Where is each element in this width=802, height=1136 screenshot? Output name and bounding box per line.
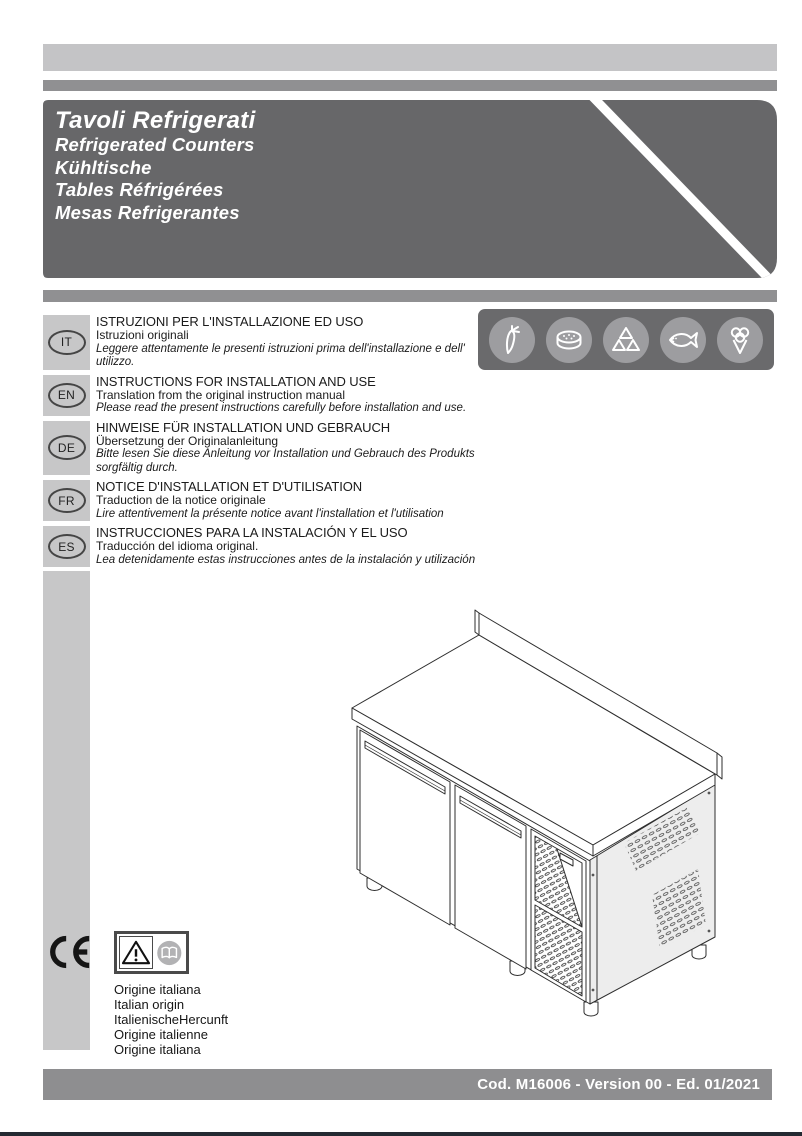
lang-note: Leggere attentamente le presenti istruzioni prima dell'installazione e dell' utilizzo. <box>96 342 465 368</box>
origin-line-fr: Origine italienne <box>114 1027 208 1042</box>
lang-row-fr <box>43 480 503 521</box>
fish-icon <box>666 323 700 357</box>
lang-row-es <box>43 526 503 567</box>
door-right <box>455 785 526 969</box>
lang-row-en <box>43 375 503 416</box>
lang-note: Bitte lesen Sie diese Anleitung vor Installation und Gebrauch des Produkts sorgfältig durch. <box>96 448 475 474</box>
cheese-icon <box>609 323 643 357</box>
warning-triangle-icon <box>121 939 151 966</box>
origin-line-it: Origine italiana <box>114 982 201 997</box>
foot-front-right <box>584 1002 598 1016</box>
lang-title: INSTRUCCIONES PARA LA INSTALACIÓN Y EL USO <box>96 525 408 540</box>
cake-icon <box>552 323 586 357</box>
lang-title: NOTICE D'INSTALLATION ET D'UTILISATION <box>96 479 363 494</box>
ice-cream-icon <box>723 323 757 357</box>
lang-title: ISTRUZIONI PER L'INSTALLAZIONE ED USO <box>96 314 364 329</box>
origin-line-de: ItalienischeHercunft <box>114 1012 229 1027</box>
sub-header-bar <box>43 290 777 302</box>
lang-subtitle: Traduction de la notice originale <box>96 493 266 507</box>
carrot-icon <box>495 323 529 357</box>
origin-statement <box>114 982 228 1057</box>
lang-subtitle: Istruzioni originali <box>96 328 189 342</box>
page-title-fr: Tables Réfrigérées <box>55 179 224 200</box>
lang-note: Lire attentivement la présente notice avant l'installation et l'utilisation <box>96 507 444 520</box>
lang-row-de <box>43 421 503 476</box>
document-code: Cod. M16006 - Version 00 - Ed. 01/2021 <box>477 1076 760 1093</box>
lang-subtitle: Translation from the original instruction manual <box>96 387 346 402</box>
lang-badge-cell <box>43 480 90 521</box>
lang-title: HINWEISE FÜR INSTALLATION UND GEBRAUCH <box>96 419 391 435</box>
ce-mark <box>46 934 94 970</box>
lang-badge-de: DE <box>48 435 86 460</box>
lang-badge-fr: FR <box>48 488 86 513</box>
lang-badge-cell <box>43 375 90 416</box>
language-sections <box>43 315 503 572</box>
lang-badge-cell <box>43 315 90 370</box>
header-banner <box>43 100 777 278</box>
footer-bar <box>43 1069 772 1100</box>
lang-badge-en: EN <box>48 383 86 408</box>
origin-line-es: Origine italiana <box>114 1042 201 1057</box>
food-category-box <box>478 309 774 370</box>
left-gray-strip <box>43 571 90 1050</box>
page-title: Tavoli Refrigerati <box>55 107 256 134</box>
lang-subtitle: Traducción del idioma original. <box>96 539 259 553</box>
bottom-edge-bar <box>0 1132 802 1136</box>
top-mid-bar <box>43 80 777 91</box>
top-light-bar <box>43 44 777 71</box>
product-line-drawing <box>340 595 780 1025</box>
lang-badge-cell <box>43 421 90 476</box>
lang-note: Please read the present instructions carefully before installation and use. <box>96 402 467 414</box>
page-title-es: Mesas Refrigerantes <box>55 201 240 223</box>
lang-badge-cell <box>43 526 90 567</box>
page-title-de: Kühltische <box>55 156 152 178</box>
warning-pictogram-box <box>114 931 189 974</box>
lang-badge-es: ES <box>48 534 86 559</box>
origin-line-en: Italian origin <box>114 997 185 1012</box>
lang-badge-it: IT <box>48 330 86 355</box>
read-manual-icon <box>155 938 184 968</box>
lang-title: INSTRUCTIONS FOR INSTALLATION AND USE <box>96 373 376 389</box>
lang-subtitle: Übersetzung der Originalanleitung <box>96 433 279 448</box>
header-titles <box>55 107 256 224</box>
page-title-en: Refrigerated Counters <box>55 134 255 155</box>
lang-row-it <box>43 315 503 370</box>
lang-note: Lea detenidamente estas instrucciones antes de la instalación y utilización <box>96 553 476 566</box>
